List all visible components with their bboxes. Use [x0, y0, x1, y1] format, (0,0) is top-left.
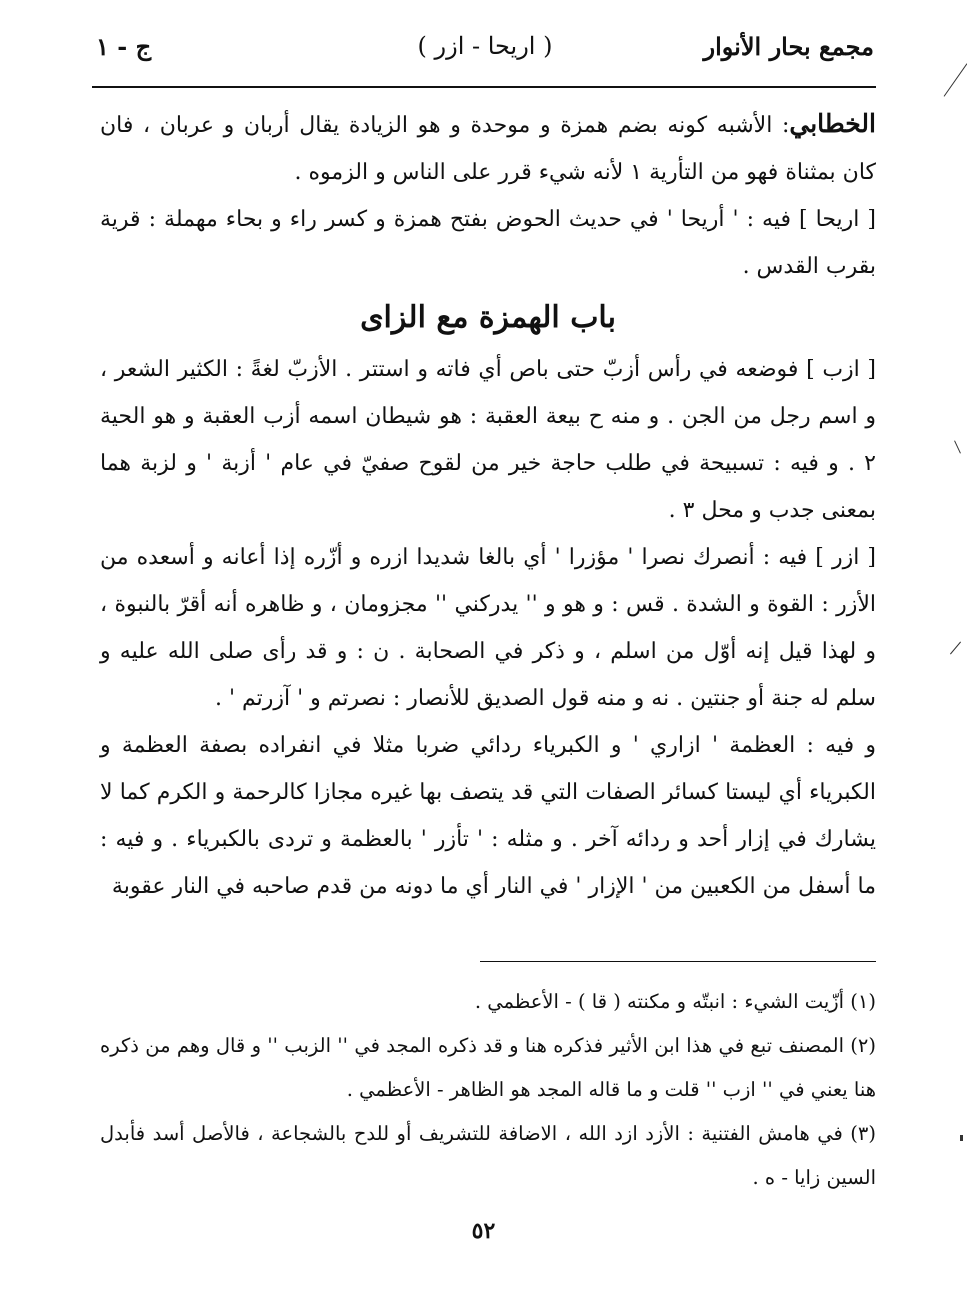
main-text — [100, 100, 876, 910]
entry-izar: و فيه : العظمة ' ازاري ' و الكبرياء ردائي ضربا مثلا في انفراده بصفة العظمة و الكبرياء أي ليستا كسائر الصفات التي قد يتصف بها غيره مجازا كالرحمة و الكرم كما لا يشارك في إزار أحد و ردائه آخر . و مثله : ' تأزر ' بالعظمة و تردى بالكبرياء . و فيه : ما أسفل من الكعبين من ' الإزار ' في النار أي ما دونه من قدم صاحبه في النار عقوبة — [100, 733, 876, 899]
footnote-3: (٣) في هامش الفتنية : الأزد ازد الله ، الاضافة للتشريف أو للدح بالشجاعة ، فالأصل أسد فأبدل السين زايا - ه . — [100, 1122, 876, 1189]
header-rule — [92, 86, 876, 88]
margin-mark — [954, 440, 961, 453]
margin-mark — [944, 63, 967, 96]
margin-mark — [950, 642, 961, 655]
footnote-2: (٢) المصنف تبع في هذا ابن الأثير فذكره هنا و قد ذكره المجد في '' الزبب '' و قال وهم من ذكره هنا يعني في '' ازب '' قلت و ما قاله المجد هو الظاهر - الأعظمي . — [100, 1034, 876, 1101]
page-number: ٥٢ — [471, 1218, 496, 1244]
section-range: ( اريحا - ازر ) — [417, 32, 553, 60]
entry-azr: [ ازر ] فيه : أنصرك نصرا ' مؤزرا ' أي بالغا شديدا ازره و أزّره إذا أعانه و أسعده من الأزر : القوة و الشدة . قس : و هو و '' يدركني '' مجزومان ، و ظاهره أنه أقرّ بالنبوة ، و لهذا قيل إنه أوّل من اسلم ، و ذكر في الصحابة . ن : و قد رأى صلى الله عليه و سلم له جنة أو جنتين . نه و منه قول الصديق للأنصار : نصرتم و ' آزرتم ' . — [100, 545, 876, 711]
book-title: مجمع بحار الأنوار — [703, 32, 874, 61]
volume-label: ج - ١ — [96, 32, 152, 61]
paragraph-text: : الأشبه كونه بضم همزة و موحدة و هو الزيادة يقال أربان و عربان ، فان كان بمثناة فهو من التأرية ١ لأنه شيء قرر على الناس و الزموه . — [100, 113, 876, 185]
footnote-rule — [480, 961, 876, 962]
lead-word: الخطابي — [789, 109, 876, 138]
entry-ariha: [ اريحا ] فيه : ' أريحا ' في حديث الحوض بفتح همزة و كسر راء و بحاء مهملة : قرية بقرب القدس . — [100, 207, 876, 279]
footnotes — [100, 980, 876, 1200]
entry-azb: [ ازب ] فوضعه في رأس أزبّ حتى باص أي فاته و استتر . الأزبّ لغةً : الكثير الشعر ، و اسم رجل من الجن . و منه ح بيعة العقبة : هو شيطان اسمه أزب العقبة و هو الحية ٢ . و فيه : تسبيحة في طلب حاجة خير من لقوح صفيّ في عام ' أزبة ' و لزبة هما بمعنى جدب و محل ٣ . — [100, 357, 876, 523]
footnote-1: (١) أزّيت الشيء : انبتّه و مكنته ( قا ) - الأعظمي . — [474, 990, 876, 1013]
running-header — [96, 28, 874, 72]
margin-mark — [960, 1135, 963, 1141]
paragraph-khattabi — [100, 100, 876, 196]
section-title: باب الهمزة مع الزاى — [360, 300, 616, 335]
